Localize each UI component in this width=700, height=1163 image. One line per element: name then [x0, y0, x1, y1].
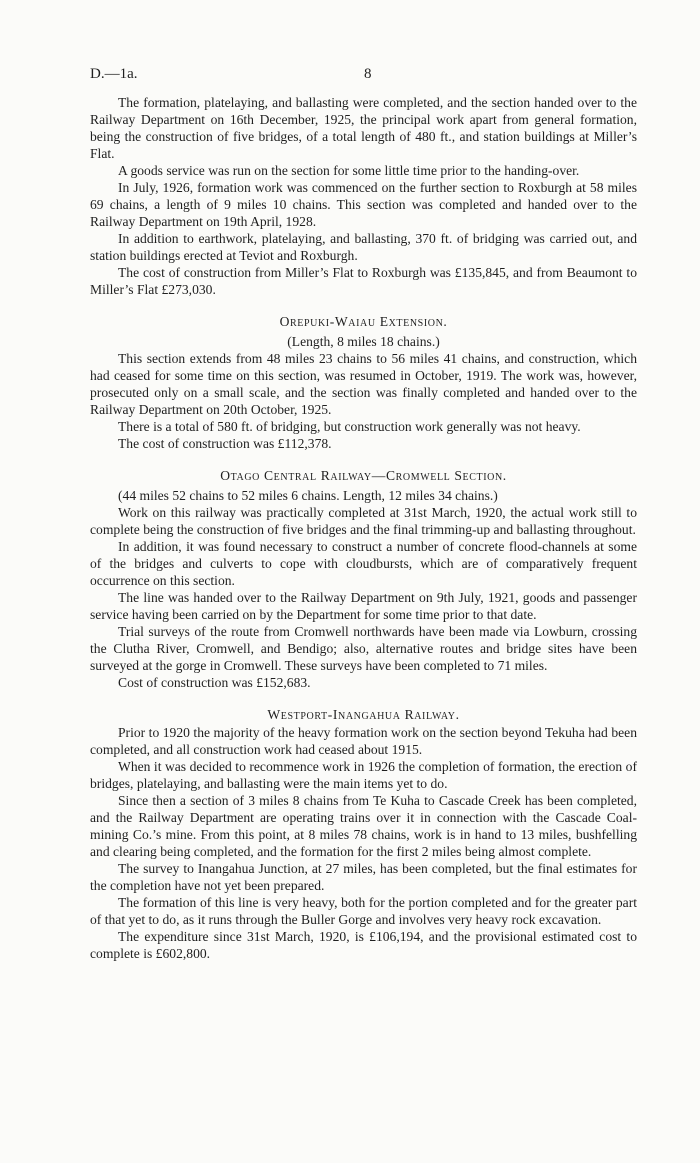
document-body — [90, 94, 637, 962]
paragraph: Since then a section of 3 miles 8 chains from Te Kuha to Cascade Creek has been completed, and the Railway Department are operating trains over it in connection with the Cascade Coal-mining Co.’s mine. From this point, at 8 miles 78 chains, work is in hand to 13 miles, bushfelling and clearing being completed, and the formation for the first 2 miles being almost complete. — [90, 793, 637, 859]
paragraph: Prior to 1920 the majority of the heavy formation work on the section beyond Tekuha had been completed, and all construction work had ceased about 1915. — [90, 725, 637, 757]
paragraph: This section extends from 48 miles 23 chains to 56 miles 41 chains, and construction, which had ceased for some time on this section, was resumed in October, 1919. The work was, however, prosecuted only on a small scale, and the section was finally completed and handed over to the Railway Department on 20th October, 1925. — [90, 351, 637, 417]
paragraph: The cost of construction from Miller’s Flat to Roxburgh was £135,845, and from Beaumont to Miller’s Flat £273,030. — [90, 265, 637, 297]
paragraph: In addition, it was found necessary to construct a number of concrete flood-channels at some of the bridges and culverts to cope with cloudbursts, which are of comparatively frequent occurrence on this section. — [90, 539, 637, 588]
page-number: 8 — [364, 66, 372, 82]
paragraph: The formation, platelaying, and ballasting were completed, and the section handed over to the Railway Department on 16th December, 1925, the principal work apart from general formation, being the construction of five bridges, of a total length of 480 ft., and station buildings at Miller’s Flat. — [90, 95, 637, 161]
paragraph: Cost of construction was £152,683. — [118, 675, 311, 690]
paragraph: When it was decided to recommence work in 1926 the completion of formation, the erection of bridges, platelaying, and ballasting were the main items yet to do. — [90, 759, 637, 791]
section-subtitle-orepuki: (Length, 8 miles 18 chains.) — [287, 334, 440, 349]
paragraph: The cost of construction was £112,378. — [118, 436, 332, 451]
paragraph: A goods service was run on the section for some little time prior to the handing-over. — [118, 163, 580, 178]
paragraph: Trial surveys of the route from Cromwell northwards have been made via Lowburn, crossing the Clutha River, Cromwell, and Bendigo; also, alternative routes and bridge sites have been surveyed at the gorge in Cromwell. These surveys have been completed to 71 miles. — [90, 624, 637, 673]
paragraph: In addition to earthwork, platelaying, and ballasting, 370 ft. of bridging was carried out, and station buildings erected at Teviot and Roxburgh. — [90, 231, 637, 263]
section-heading-otago: Otago Central Railway—Cromwell Section. — [220, 468, 507, 483]
page-header — [90, 66, 650, 86]
document-reference: D.—1a. — [90, 66, 138, 82]
paragraph: The survey to Inangahua Junction, at 27 miles, has been completed, but the final estimates for the completion have not yet been prepared. — [90, 861, 637, 893]
paragraph: In July, 1926, formation work was commenced on the further section to Roxburgh at 58 miles 69 chains, a length of 9 miles 10 chains. This section was completed and handed over to the Railway Department on 19th April, 1928. — [90, 180, 637, 229]
section-heading-orepuki: Orepuki-Waiau Extension. — [279, 314, 448, 329]
paragraph: The expenditure since 31st March, 1920, is £106,194, and the provisional estimated cost to complete is £602,800. — [90, 929, 637, 961]
section-heading-westport: Westport-Inangahua Railway. — [267, 707, 460, 722]
section-subtitle-otago: (44 miles 52 chains to 52 miles 6 chains. Length, 12 miles 34 chains.) — [118, 488, 498, 503]
paragraph: The formation of this line is very heavy, both for the portion completed and for the greater part of that yet to do, as it runs through the Buller Gorge and involves very heavy rock excavation. — [90, 895, 637, 927]
paragraph: There is a total of 580 ft. of bridging, but construction work generally was not heavy. — [118, 419, 581, 434]
paragraph: Work on this railway was practically completed at 31st March, 1920, the actual work still to complete being the construction of five bridges and the final trimming-up and ballasting throughout. — [90, 505, 637, 537]
paragraph: The line was handed over to the Railway Department on 9th July, 1921, goods and passenger service having been carried on by the Department for some time prior to that date. — [90, 590, 637, 622]
